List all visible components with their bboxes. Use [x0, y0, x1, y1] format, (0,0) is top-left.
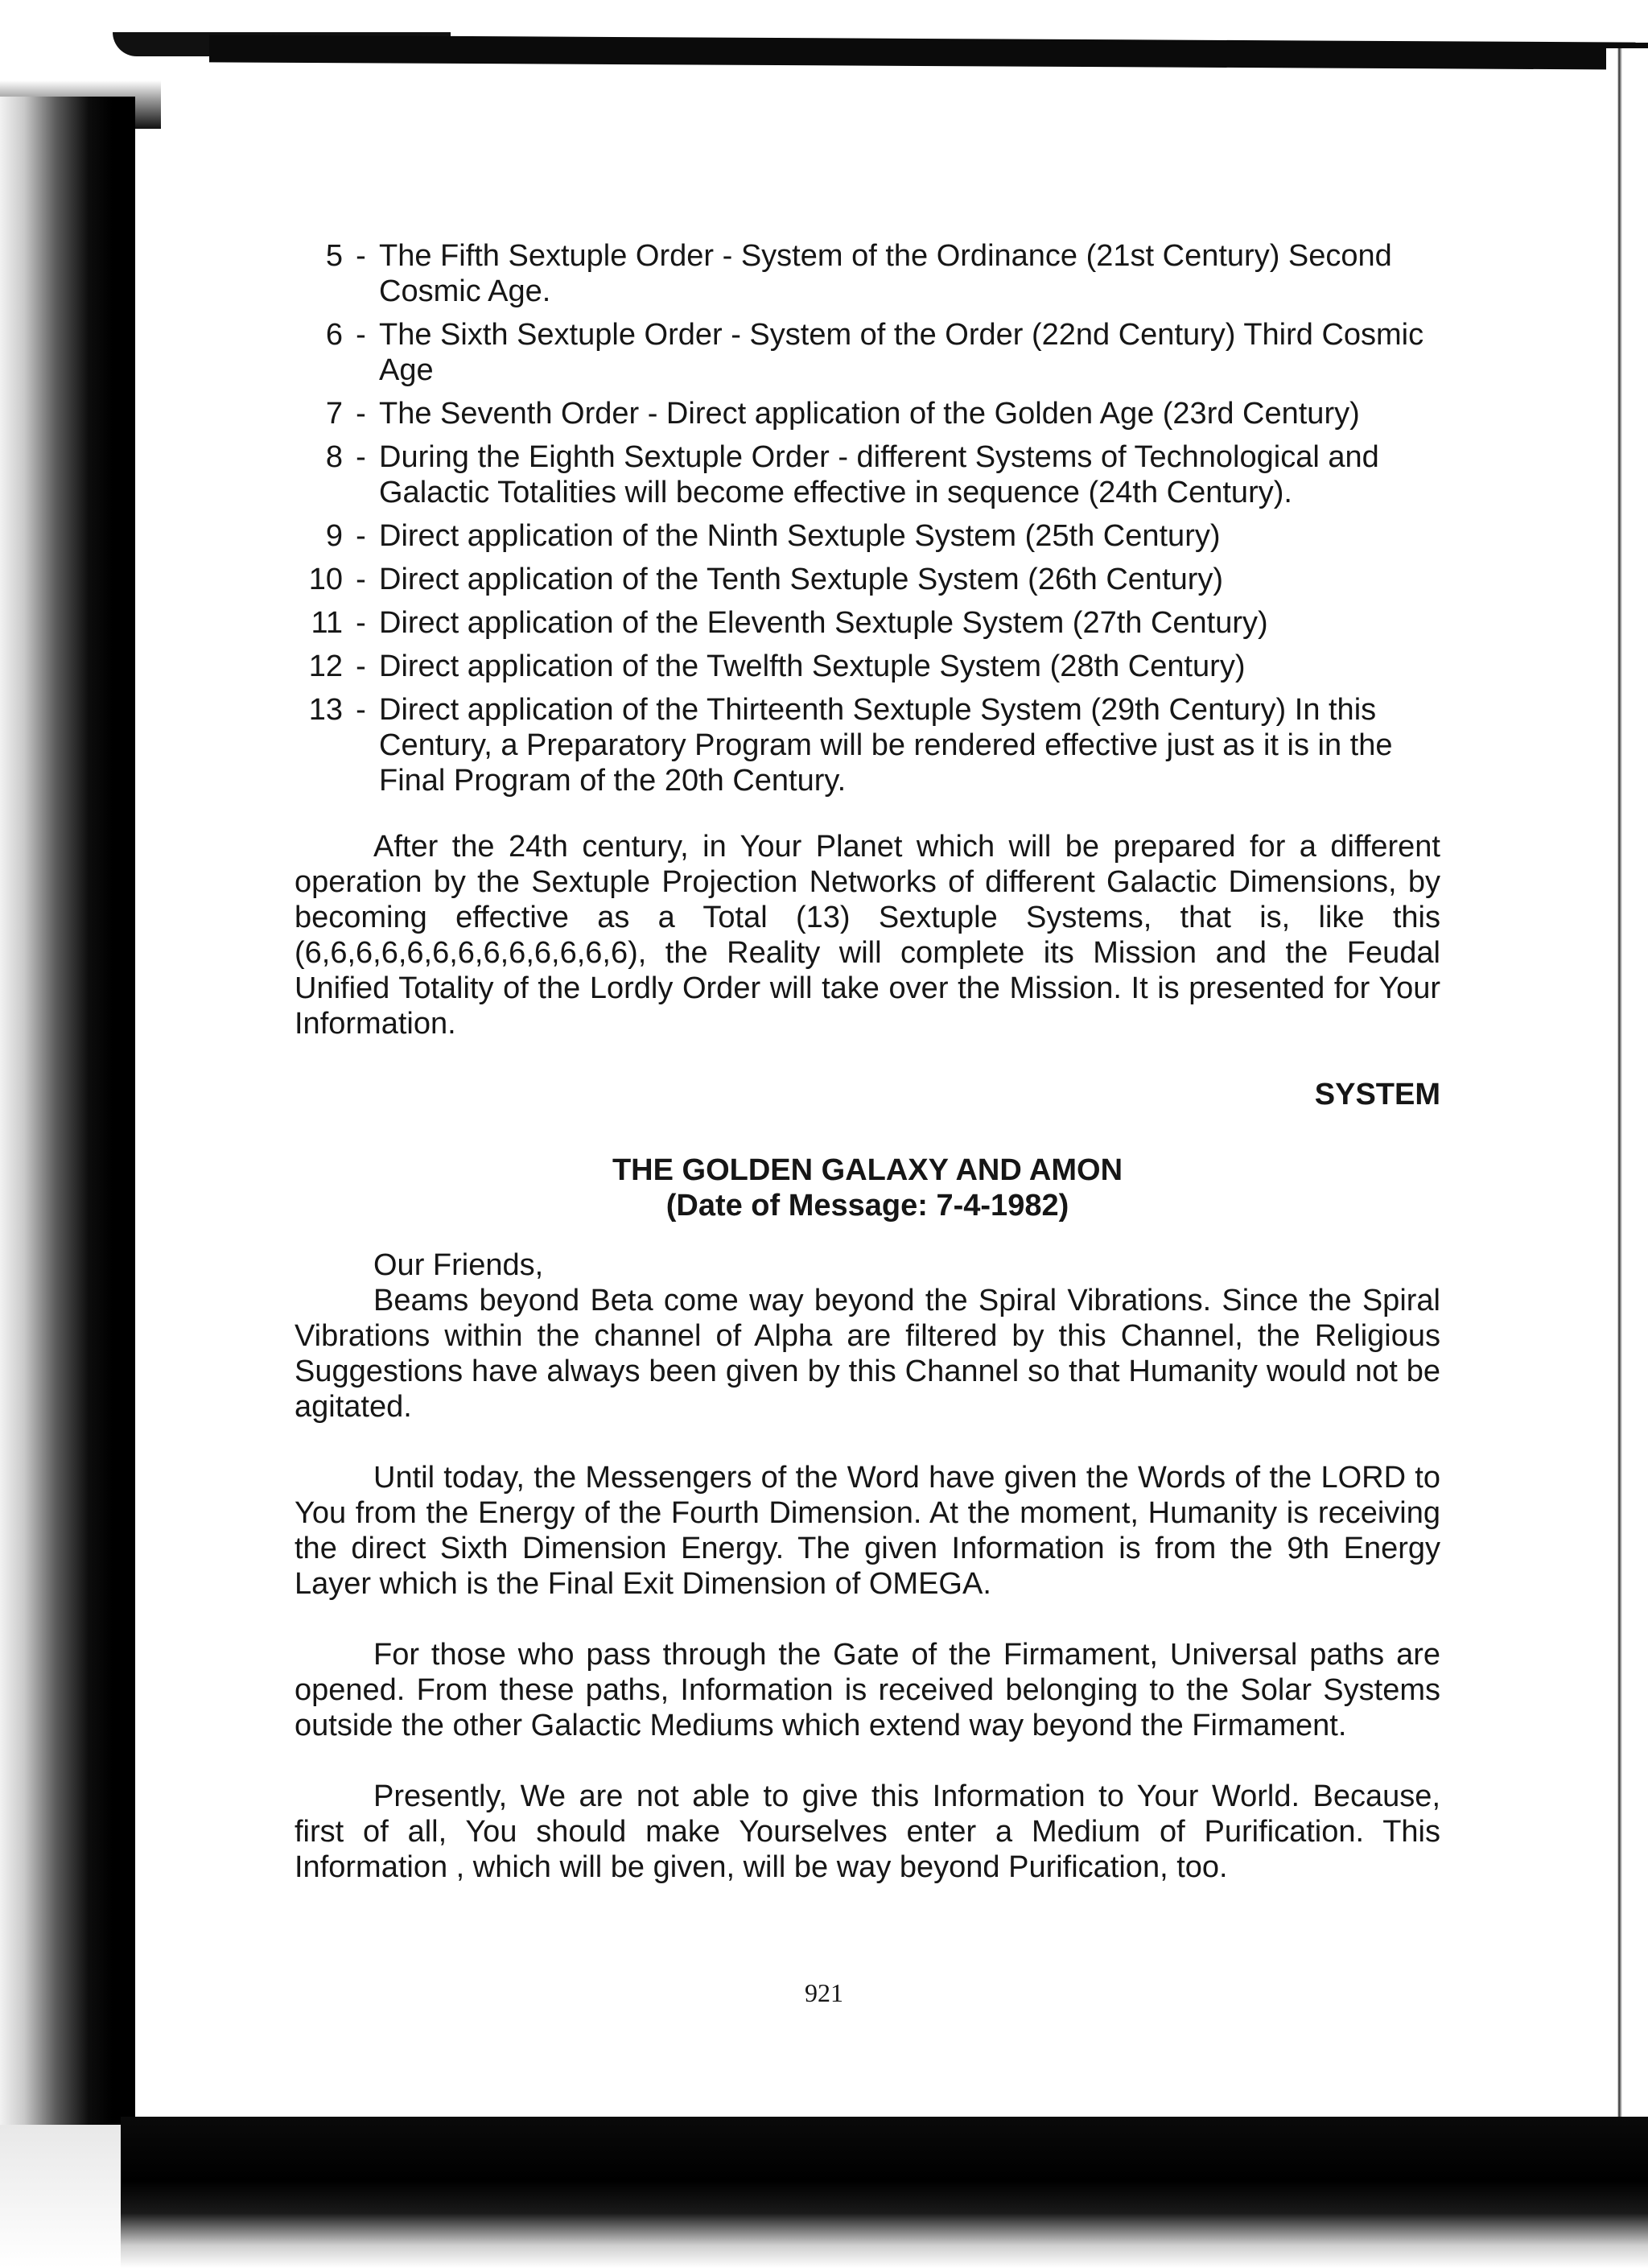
list-item-dash: - — [356, 440, 366, 474]
list-item-number: 12 — [308, 649, 343, 683]
list-item-text: Direct application of the Twelfth Sextuple System (28th Century) — [379, 649, 1246, 683]
list-item-text: Direct application of the Tenth Sextuple System (26th Century) — [379, 563, 1224, 596]
list-item-number: 6 — [325, 318, 343, 352]
list-item-text: The Sixth Sextuple Order - System of the Order (22nd Century) Third Cosmic Age — [379, 318, 1424, 387]
body-paragraph: Presently, We are not able to give this Information to Your World. Because, first of all, You should make Yourselves enter a Medium of Purification. This Information , which will be given, will be way beyond Purification, too. — [295, 1779, 1440, 1884]
list-item — [295, 605, 1440, 641]
numbered-list — [295, 238, 1440, 798]
list-item-number: 10 — [308, 563, 343, 596]
list-item-dash: - — [356, 693, 366, 727]
list-item-number: 11 — [311, 606, 343, 640]
list-item-text: Direct application of the Ninth Sextuple System (25th Century) — [379, 519, 1221, 553]
list-item — [295, 439, 1440, 510]
list-item-dash: - — [356, 397, 366, 431]
document-page — [295, 238, 1440, 1885]
list-item-dash: - — [356, 519, 366, 553]
paragraph-spacer — [295, 1743, 1440, 1779]
scan-edge-right — [1606, 48, 1648, 2141]
list-item-number: 7 — [325, 397, 343, 431]
list-item — [295, 562, 1440, 597]
paragraph-after-list: After the 24th century, in Your Planet which will be prepared for a different operation by the Sextuple Projection Networks of different Galactic Dimensions, by becoming effective as a Total (13) Sextuple Systems, that is, like this (6,6,6,6,6,6,6,6,6,6,6,6,6), the Reality will complete its Mission and the Feudal Unified Totality of the Lordly Order will take over the Mission. It is presented for Your Information. — [295, 830, 1440, 1041]
paragraph-spacer — [295, 1425, 1440, 1460]
list-item-text: Direct application of the Thirteenth Sextuple System (29th Century) In this Century, a Preparatory Program will be rendered effective just as it is in the Final Program of the 20th Century. — [379, 693, 1393, 798]
body-paragraph: Beams beyond Beta come way beyond the Spiral Vibrations. Since the Spiral Vibrations within the channel of Alpha are filtered by this Channel, the Religious Suggestions have always been given by this Channel so that Humanity would not be agitated. — [295, 1284, 1440, 1424]
list-item — [295, 317, 1440, 388]
list-item — [295, 649, 1440, 684]
list-item-dash: - — [356, 239, 366, 273]
list-item-text: Direct application of the Eleventh Sextuple System (27th Century) — [379, 606, 1268, 640]
list-item-dash: - — [356, 606, 366, 640]
list-item-number: 5 — [325, 239, 343, 273]
list-item — [295, 238, 1440, 309]
message-title: THE GOLDEN GALAXY AND AMON — [612, 1153, 1123, 1187]
list-item-dash: - — [356, 318, 366, 352]
body-paragraph: Until today, the Messengers of the Word have given the Words of the LORD to You from the Energy of the Fourth Dimension. At the moment, Humanity is receiving the direct Sixth Dimension Energy. The given Information is from the 9th Energy Layer which is the Final Exit Dimension of OMEGA. — [295, 1461, 1440, 1601]
scan-shadow-left — [0, 97, 135, 2125]
list-item — [295, 692, 1440, 798]
list-item-number: 13 — [308, 693, 343, 727]
body-paragraph: For those who pass through the Gate of the Firmament, Universal paths are opened. From these paths, Information is received belonging to the Solar Systems outside the other Galactic Mediums which extend way beyond the Firmament. — [295, 1638, 1440, 1742]
message-date: (Date of Message: 7-4-1982) — [665, 1189, 1069, 1223]
scan-shadow-bottom — [121, 2117, 1648, 2268]
paragraph-spacer — [295, 1602, 1440, 1637]
page-number: 921 — [805, 1978, 843, 2007]
list-item-number: 8 — [325, 440, 343, 474]
salutation: Our Friends, — [373, 1248, 544, 1282]
list-item — [295, 518, 1440, 554]
list-item — [295, 396, 1440, 431]
list-item-text: The Seventh Order - Direct application of the Golden Age (23rd Century) — [379, 397, 1360, 431]
list-item-number: 9 — [325, 519, 343, 553]
section-label: SYSTEM — [1314, 1078, 1440, 1111]
list-item-dash: - — [356, 563, 366, 596]
list-item-text: During the Eighth Sextuple Order - different Systems of Technological and Galactic Totalities will become effective in sequence (24th Century). — [379, 440, 1379, 509]
list-item-dash: - — [356, 649, 366, 683]
list-item-text: The Fifth Sextuple Order - System of the Ordinance (21st Century) Second Cosmic Age. — [379, 239, 1392, 308]
